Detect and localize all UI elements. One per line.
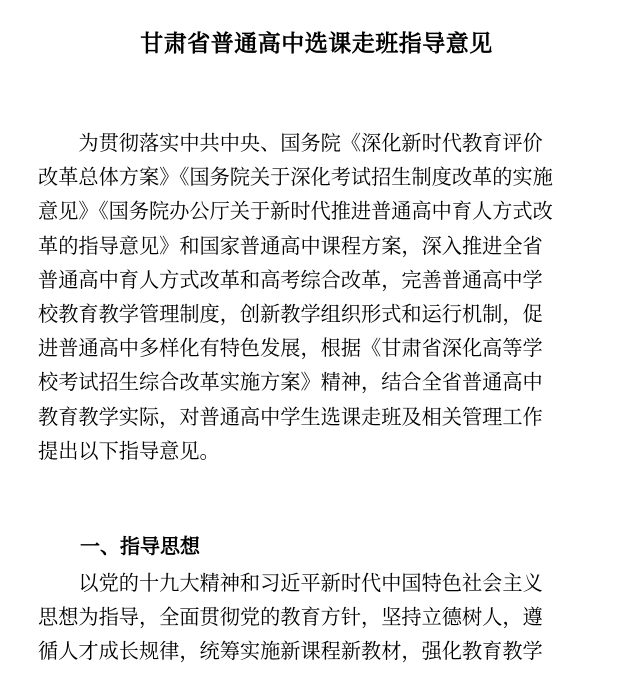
paragraph-line: 意见》《国务院办公厅关于新时代推进普通高中育人方式改	[38, 199, 553, 224]
guiding-thought-paragraph	[38, 566, 598, 669]
paragraph-line: 以党的十九大精神和习近平新时代中国特色社会主义	[38, 571, 543, 595]
paragraph-line: 普通高中育人方式改革和高考综合改革，完善普通高中学	[38, 267, 543, 292]
document-title: 甘肃省普通高中选课走班指导意见	[140, 31, 493, 57]
paragraph-line: 改革总体方案》《国务院关于深化考试招生制度改革的实施	[38, 165, 553, 190]
paragraph-line: 教育教学实际，对普通高中学生选课走班及相关管理工作	[38, 404, 543, 429]
intro-paragraph	[38, 126, 598, 468]
paragraph-line: 为贯彻落实中共中央、国务院《深化新时代教育评价	[38, 131, 543, 155]
paragraph-line: 进普通高中多样化有特色发展，根据《甘肃省深化高等学	[38, 336, 543, 361]
paragraph-line: 校考试招生综合改革实施方案》精神，结合全省普通高中	[38, 370, 543, 395]
paragraph-line: 思想为指导，全面贯彻党的教育方针，坚持立德树人，遵	[38, 605, 543, 630]
section-heading: 一、指导思想	[80, 534, 200, 558]
paragraph-line: 校教育教学管理制度，创新教学组织形式和运行机制，促	[38, 301, 543, 326]
paragraph-line: 革的指导意见》和国家普通高中课程方案，深入推进全省	[38, 233, 543, 258]
paragraph-line: 提出以下指导意见。	[38, 438, 220, 463]
paragraph-line: 循人才成长规律，统筹实施新课程新教材，强化教育教学	[38, 639, 543, 664]
